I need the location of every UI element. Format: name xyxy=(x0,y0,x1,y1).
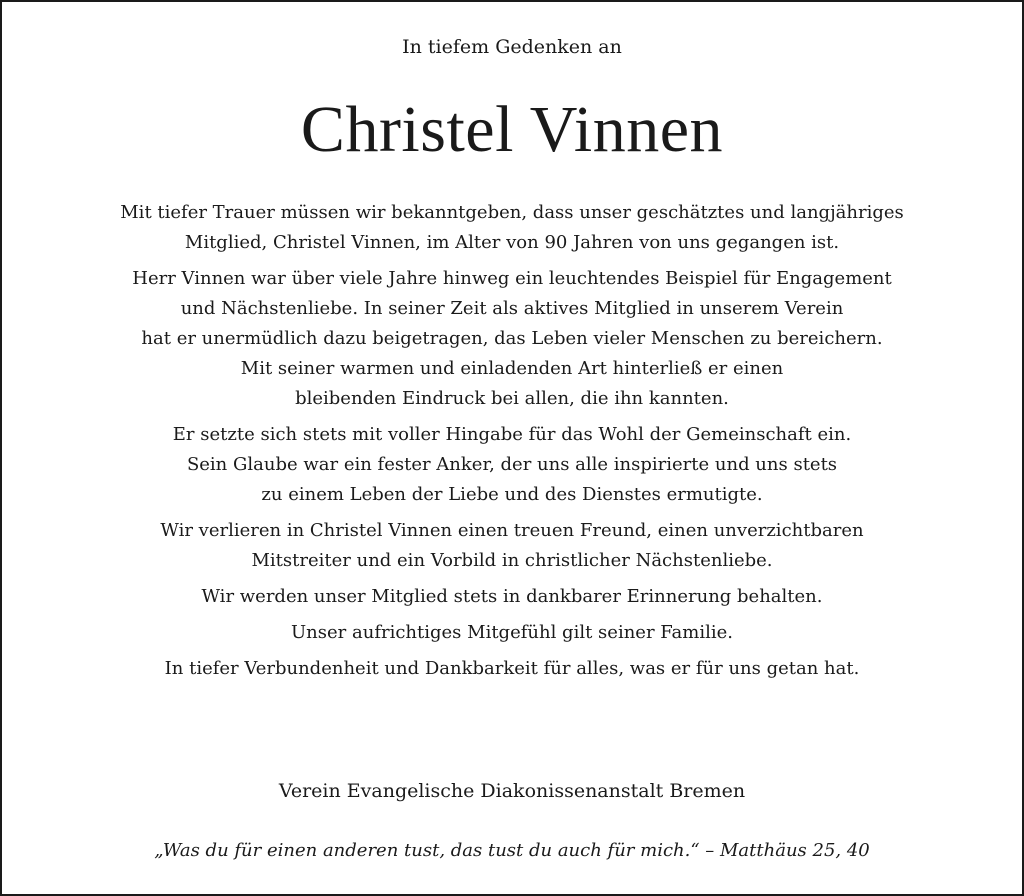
text-line: Wir verlieren in Christel Vinnen einen treuen Freund, einen unverzichtbaren xyxy=(160,520,864,541)
paragraph-sympathy xyxy=(22,618,1002,648)
text-line: Herr Vinnen war über viele Jahre hinweg ein leuchtendes Beispiel für Engagement xyxy=(132,268,892,289)
text-line: Unser aufrichtiges Mitgefühl gilt seiner Familie. xyxy=(291,622,733,643)
text-line: Mit tiefer Trauer müssen wir bekanntgeben, dass unser geschätztes und langjähriges xyxy=(120,202,904,223)
bible-quote: „Was du für einen anderen tust, das tust du auch für mich.“ – Matthäus 25, 40 xyxy=(154,840,870,861)
text-line: Sein Glaube war ein fester Anker, der uns alle inspirierte und uns stets xyxy=(186,454,838,475)
text-line: hat er unermüdlich dazu beigetragen, das Leben vieler Menschen zu bereichern. xyxy=(141,328,883,349)
text-line: bleibenden Eindruck bei allen, die ihn kannten. xyxy=(295,388,729,409)
paragraph-gratitude xyxy=(22,654,1002,684)
text-line: Er setzte sich stets mit voller Hingabe für das Wohl der Gemeinschaft ein. xyxy=(172,424,852,445)
text-line: Mit seiner warmen und einladenden Art hinterließ er einen xyxy=(240,358,784,379)
signature-organization: Verein Evangelische Diakonissenanstalt Bremen xyxy=(278,780,746,802)
text-line: Mitglied, Christel Vinnen, im Alter von 90 Jahren von uns gegangen ist. xyxy=(184,232,840,253)
text-line: Wir werden unser Mitglied stets in dankbarer Erinnerung behalten. xyxy=(201,586,823,607)
deceased-name: Christel Vinnen xyxy=(300,93,724,166)
paragraph-faith xyxy=(22,420,1002,510)
text-line: zu einem Leben der Liebe und des Dienstes ermutigte. xyxy=(261,484,763,505)
paragraph-announcement xyxy=(22,198,1002,258)
intro-line: In tiefem Gedenken an xyxy=(402,36,622,58)
paragraph-memory xyxy=(22,582,1002,612)
paragraph-tribute xyxy=(22,264,1002,414)
paragraph-loss xyxy=(22,516,1002,576)
text-line: In tiefer Verbundenheit und Dankbarkeit für alles, was er für uns getan hat. xyxy=(164,658,860,679)
text-line: Mitstreiter und ein Vorbild in christlicher Nächstenliebe. xyxy=(251,550,773,571)
text-line: und Nächstenliebe. In seiner Zeit als aktives Mitglied in unserem Verein xyxy=(180,298,844,319)
notice-body xyxy=(22,198,1002,690)
